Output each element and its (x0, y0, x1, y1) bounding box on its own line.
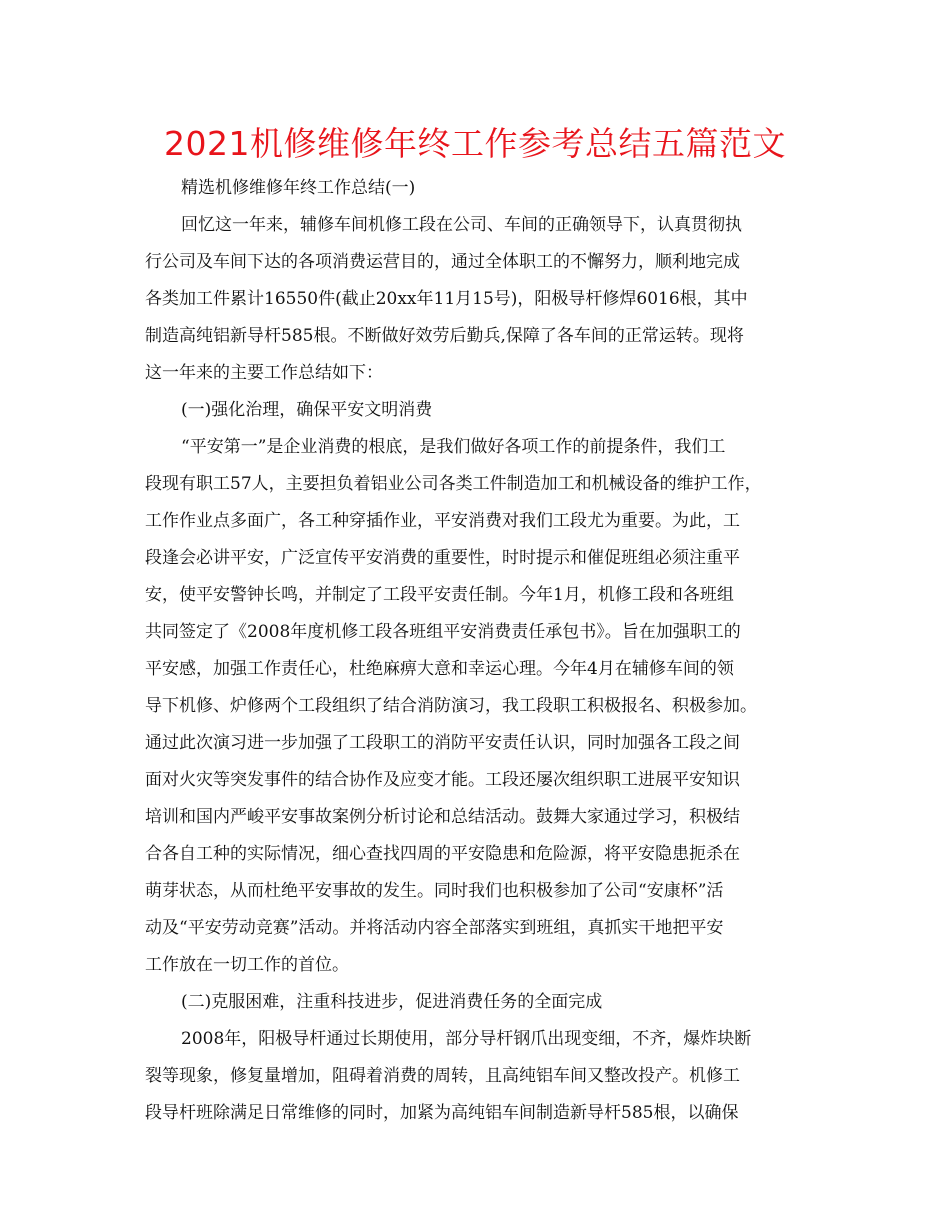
document-title: 2021机修维修年终工作参考总结五篇范文 (164, 124, 786, 163)
text-line: 行公司及车间下达的各项消费运营目的，通过全体职工的不懈努力，顺利地完成 (145, 252, 740, 272)
text-line: 裂等现象，修复量增加，阻碍着消费的周转，且高纯铝车间又整改投产。机修工 (145, 1066, 740, 1086)
text-line: 工作放在一切工作的首位。 (145, 955, 349, 975)
text-line: 面对火灾等突发事件的结合协作及应变才能。工段还屡次组织职工进展平安知识 (145, 770, 740, 790)
text-line: 这一年来的主要工作总结如下： (145, 363, 383, 383)
text-line: 制造高纯铝新导杆585根。不断做好效劳后勤兵,保障了各车间的正常运转。现将 (145, 326, 744, 346)
text-line: 段导杆班除满足日常维修的同时，加紧为高纯铝车间制造新导杆585根，以确保 (145, 1103, 739, 1123)
text-line: 合各自工种的实际情况，细心查找四周的平安隐患和危险源，将平安隐患扼杀在 (145, 844, 740, 864)
text-line: 段逢会必讲平安，广泛宣传平安消费的重要性，时时提示和催促班组必须注重平 (145, 548, 740, 568)
text-line: (二)克服困难，注重科技进步，促进消费任务的全面完成 (181, 992, 603, 1012)
text-line: (一)强化治理，确保平安文明消费 (181, 400, 433, 420)
text-line: “平安第一”是企业消费的根底，是我们做好各项工作的前提条件，我们工 (181, 437, 726, 457)
text-line: 段现有职工57人，主要担负着铝业公司各类工件制造加工和机械设备的维护工作， (145, 474, 762, 494)
text-line: 平安感，加强工作责任心，杜绝麻痹大意和幸运心理。今年4月在辅修车间的领 (145, 659, 734, 679)
text-line: 工作作业点多面广，各工种穿插作业，平安消费对我们工段尤为重要。为此，工 (145, 511, 740, 531)
text-line: 2008年，阳极导杆通过长期使用，部分导杆钢爪出现变细，不齐，爆炸块断 (181, 1029, 752, 1049)
text-line: 精选机修维修年终工作总结(一) (181, 178, 416, 198)
text-line: 通过此次演习进一步加强了工段职工的消防平安责任认识，同时加强各工段之间 (145, 733, 740, 753)
text-line: 各类加工件累计16550件(截止20xx年11月15号)，阳极导杆修焊6016根，其中 (145, 289, 748, 309)
text-line: 安，使平安警钟长鸣，并制定了工段平安责任制。今年1月，机修工段和各班组 (145, 585, 734, 605)
text-line: 培训和国内严峻平安事故案例分析讨论和总结活动。鼓舞大家通过学习，积极结 (145, 807, 740, 827)
document-body (145, 170, 815, 1132)
text-line: 动及“平安劳动竞赛”活动。并将活动内容全部落实到班组，真抓实干地把平安 (145, 918, 724, 938)
text-line: 导下机修、炉修两个工段组织了结合消防演习，我工段职工积极报名、积极参加。 (145, 696, 757, 716)
text-line: 回忆这一年来，辅修车间机修工段在公司、车间的正确领导下，认真贯彻执 (181, 215, 742, 235)
text-line: 萌芽状态，从而杜绝平安事故的发生。同时我们也积极参加了公司“安康杯”活 (145, 881, 724, 901)
text-line: 共同签定了《2008年度机修工段各班组平安消费责任承包书》。旨在加强职工的 (145, 622, 741, 642)
